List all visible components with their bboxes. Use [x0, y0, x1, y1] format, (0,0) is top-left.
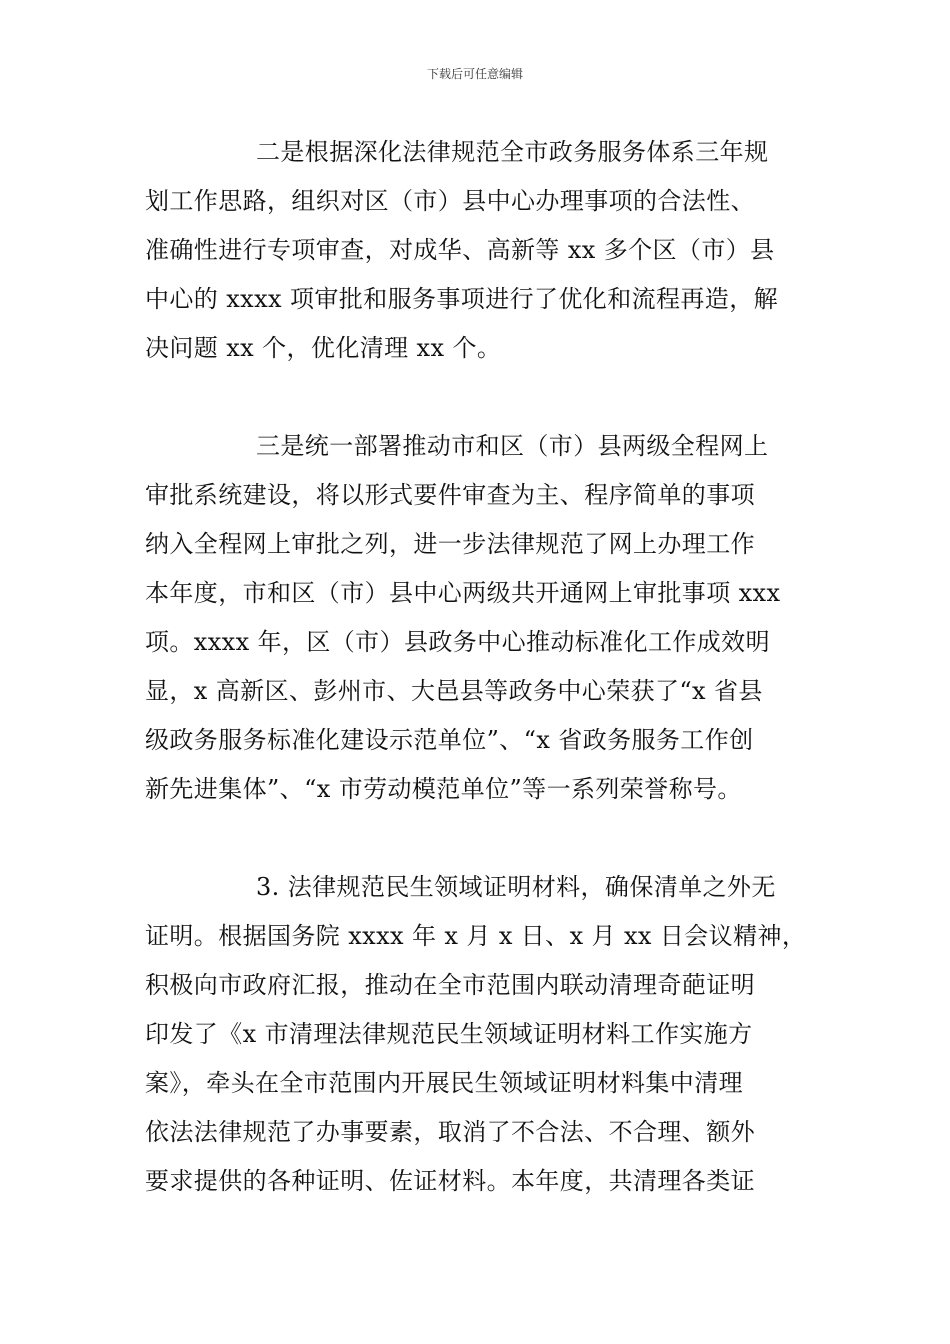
paragraph-line: 审批系统建设，将以形式要件审查为主、程序简单的事项	[145, 481, 755, 509]
paragraph-line: 3. 法律规范民生领域证明材料，确保清单之外无	[256, 873, 776, 901]
paragraph-line: 决问题 xx 个，优化清理 xx 个。	[145, 334, 502, 362]
paragraph-line: 级政务服务标准化建设示范单位”、“x 省政务服务工作创	[145, 726, 754, 754]
paragraph-2	[145, 422, 815, 814]
paragraph-line: 纳入全程网上审批之列，进一步法律规范了网上办理工作	[145, 530, 755, 558]
paragraph-line: 中心的 xxxx 项审批和服务事项进行了优化和流程再造，解	[145, 285, 778, 313]
paragraph-line: 显，x 高新区、彭州市、大邑县等政务中心荣获了“x 省县	[145, 677, 763, 705]
page-header: 下载后可任意编辑	[426, 67, 523, 81]
paragraph-3	[145, 863, 815, 1206]
paragraph-line: 项。xxxx 年，区（市）县政务中心推动标准化工作成效明	[145, 628, 770, 656]
paragraph-line: 积极向市政府汇报，推动在全市范围内联动清理奇葩证明	[145, 971, 755, 999]
paragraph-line: 要求提供的各种证明、佐证材料。本年度，共清理各类证	[145, 1167, 755, 1195]
document-body	[145, 128, 815, 1206]
paragraph-line: 本年度，市和区（市）县中心两级共开通网上审批事项 xxx	[145, 579, 781, 607]
paragraph-line: 印发了《x 市清理法律规范民生领域证明材料工作实施方	[145, 1020, 753, 1048]
paragraph-line: 证明。根据国务院 xxxx 年 x 月 x 日、x 月 xx 日会议精神，	[145, 922, 807, 950]
paragraph-line: 案》，牵头在全市范围内开展民生领域证明材料集中清理	[145, 1069, 743, 1097]
paragraph-spacer	[145, 814, 815, 863]
paragraph-spacer	[145, 373, 815, 422]
paragraph-line: 新先进集体”、“x 市劳动模范单位”等一系列荣誉称号。	[145, 775, 742, 803]
paragraph-line: 准确性进行专项审查，对成华、高新等 xx 多个区（市）县	[145, 236, 775, 264]
paragraph-line: 依法法律规范了办事要素，取消了不合法、不合理、额外	[145, 1118, 755, 1146]
paragraph-line: 三是统一部署推动市和区（市）县两级全程网上	[256, 432, 769, 460]
paragraph-1	[145, 128, 815, 373]
paragraph-line: 二是根据深化法律规范全市政务服务体系三年规	[256, 138, 769, 166]
paragraph-line: 划工作思路，组织对区（市）县中心办理事项的合法性、	[145, 187, 755, 215]
